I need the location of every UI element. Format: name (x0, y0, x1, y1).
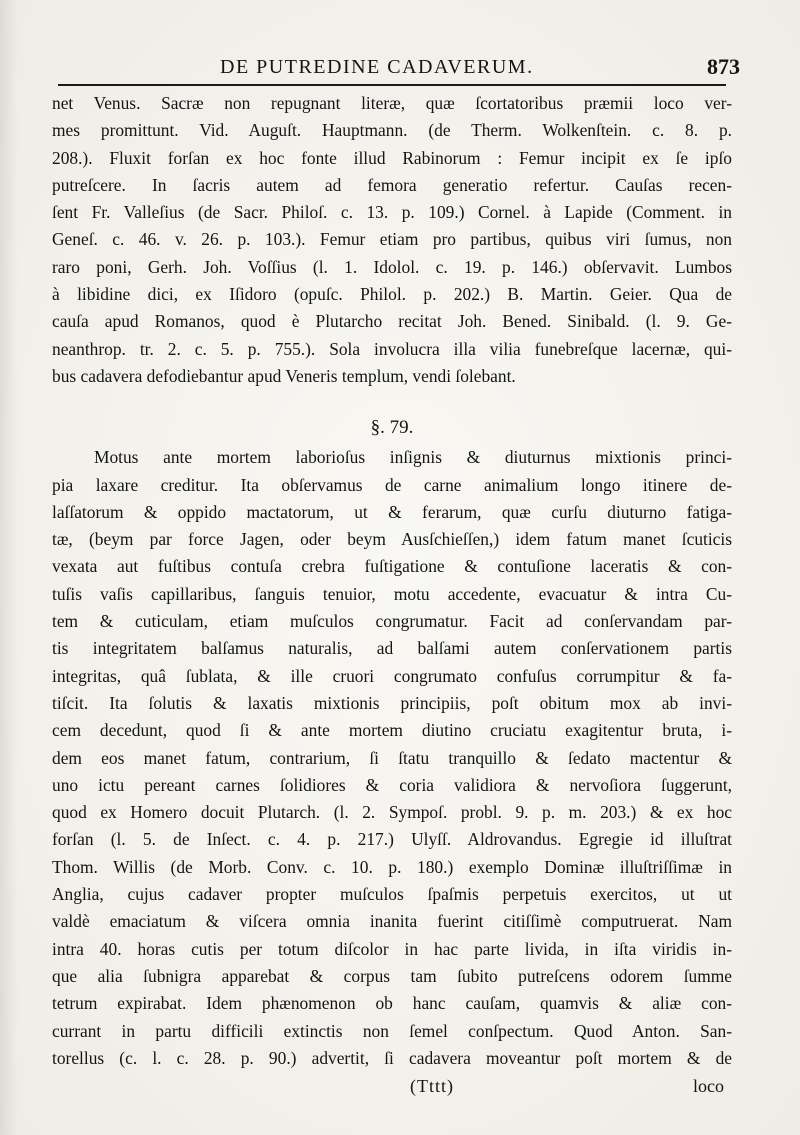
paragraph-2 (52, 444, 732, 1072)
text-line: valdè emaciatum & viſcera omnia inanita fuerint citiſſimè computruerat. Nam (52, 911, 732, 932)
text-line: net Venus. Sacræ non repugnant literæ, quæ ſcortatoribus præmii loco ver- (52, 93, 732, 113)
text-line: tæ, (beym par force Jagen, oder beym Ausſchieſſen,) idem fatum manet ſcuticis (52, 529, 732, 550)
text-line: currant in partu difficili extinctis non ſemel conſpectum. Quod Anton. San- (52, 1020, 732, 1041)
section-heading: §. 79. (370, 417, 414, 439)
text-line: tis integritatem balſamus naturalis, ad balſami autem conſervationem partis (52, 638, 732, 659)
header-rule (58, 84, 726, 86)
signature-mark: (Tttt) (410, 1076, 454, 1097)
text-line: tem & cuticulam, etiam muſculos congrumatur. Facit ad conſervandam par- (52, 611, 732, 632)
text-line: torellus (c. l. c. 28. p. 90.) advertit, ſi cadavera moveantur poſt mortem & de (52, 1047, 732, 1068)
catchword: loco (693, 1076, 724, 1097)
text-line: integritas, quâ ſublata, & ille cruori congrumato confuſus corrumpitur & fa- (52, 665, 732, 686)
text-line: 208.). Fluxit forſan ex hoc fonte illud Rabinorum : Femur incipit ex ſe ipſo (52, 147, 732, 168)
text-line: à libidine dici, ex Iſidoro (opuſc. Philol. p. 202.) B. Martin. Geier. Qua de (52, 284, 732, 305)
paragraph-1 (52, 90, 732, 390)
text-line: tetrum expirabat. Idem phænomenon ob hanc cauſam, quamvis & aliæ con- (52, 993, 732, 1014)
page-footer (52, 1072, 732, 1100)
page-body (52, 90, 732, 1100)
text-line: cauſa apud Romanos, quod è Plutarcho recitat Joh. Bened. Sinibald. (l. 9. Ge- (52, 311, 732, 332)
text-line: dem eos manet fatum, contrarium, ſi ſtatu tranquillo & ſedato mactentur & (52, 747, 732, 768)
text-line: putreſcere. In ſacris autem ad femora generatio refertur. Cauſas recen- (52, 174, 732, 195)
text-line: uno ictu pereant carnes ſolidiores & coria validiora & nervoſiora ſuggerunt, (52, 774, 732, 795)
text-line: Thom. Willis (de Morb. Conv. c. 10. p. 180.) exemplo Dominæ illuſtriſſimæ in (52, 856, 732, 877)
text-line: forſan (l. 5. de Inſect. c. 4. p. 217.) Ulyſſ. Aldrovandus. Egregie id illuſtrat (52, 829, 732, 850)
text-line: cem decedunt, quod ſi & ante mortem diutino cruciatu exagitentur bruta, i- (52, 720, 732, 741)
text-line: Motus ante mortem laborioſus inſignis & diuturnus mixtionis princi- (94, 447, 732, 468)
text-line: Geneſ. c. 46. v. 26. p. 103.). Femur etiam pro partibus, quibus viri ſumus, non (52, 229, 732, 250)
text-line: bus cadavera defodiebantur apud Veneris templum, vendi ſolebant. (52, 365, 516, 386)
text-line: raro poni, Gerh. Joh. Voſſius (l. 1. Idolol. c. 19. p. 146.) obſervavit. Lumbos (52, 256, 732, 277)
running-head: DE PUTREDINE CADAVERUM. (220, 56, 534, 78)
text-line: vexata aut fuſtibus contuſa crebra fuſtigatione & contuſione laceratis & con- (52, 556, 732, 577)
text-line: que alia ſubnigra apparebat & corpus tam ſubito putreſcens odorem ſumme (52, 965, 732, 986)
text-line: quod ex Homero docuit Plutarch. (l. 2. Sympoſ. probl. 9. p. m. 203.) & ex hoc (52, 802, 732, 823)
text-line: mes promittunt. Vid. Auguſt. Hauptmann. (de Therm. Wolkenſtein. c. 8. p. (52, 120, 732, 141)
text-line: pia laxare creditur. Ita obſervamus de carne animalium longo itinere de- (52, 474, 732, 495)
text-line: intra 40. horas cutis per totum diſcolor in hac parte livida, in iſta viridis in- (52, 938, 732, 959)
text-line: laſſatorum & oppido mactatorum, ut & ferarum, quæ curſu diuturno fatiga- (52, 501, 732, 522)
text-line: neanthrop. tr. 2. c. 5. p. 755.). Sola involucra illa vilia funebreſque lacernæ, qui- (52, 338, 732, 359)
section-spacer (52, 390, 732, 404)
text-line: ſent Fr. Valleſius (de Sacr. Philoſ. c. 13. p. 109.) Cornel. à Lapide (Comment. in (52, 202, 732, 223)
page-number: 873 (707, 54, 740, 79)
text-line: tuſis vaſis capillaribus, ſanguis tenuior, motu accedente, evacuatur & intra Cu- (52, 583, 732, 604)
text-line: tiſcit. Ita ſolutis & laxatis mixtionis principiis, poſt obitum mox ab invi- (52, 692, 732, 713)
page-edge-shadow (0, 0, 18, 1135)
page-header (60, 50, 740, 84)
text-line: Anglia, cujus cadaver propter muſculos ſpaſmis perpetuis exercitos, ut ut (52, 884, 732, 905)
